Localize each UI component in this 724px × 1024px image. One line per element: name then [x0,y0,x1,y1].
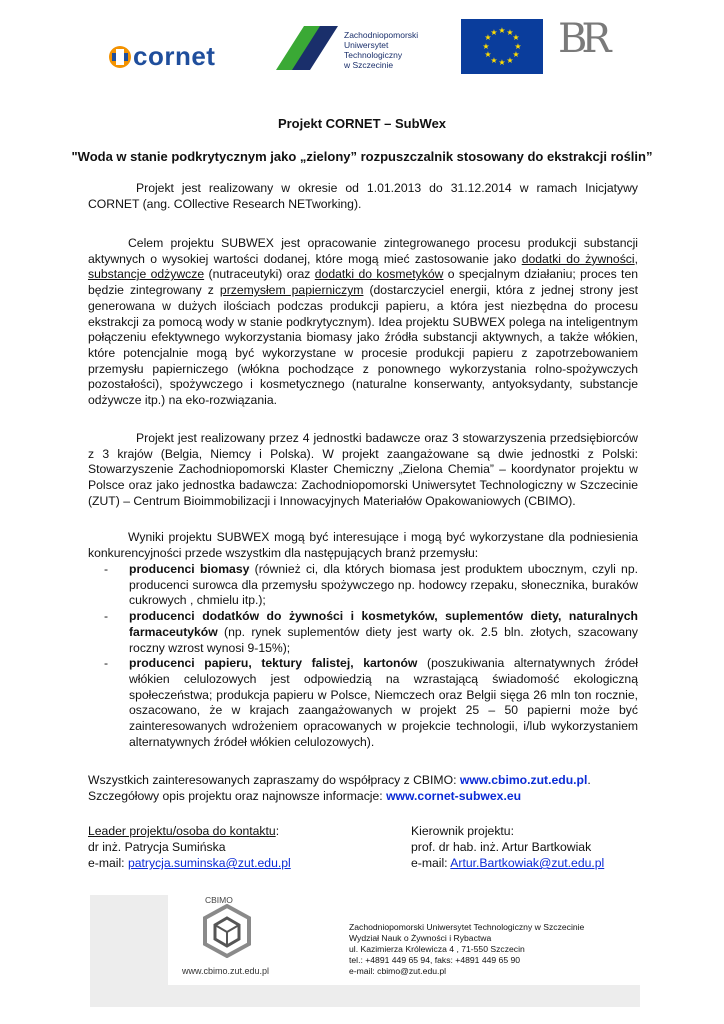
svg-text:★: ★ [484,50,492,59]
svg-text:★: ★ [498,26,506,35]
zut-logo-text: Zachodniopomorski Uniwersytet Technologiczny w Szczecinie [344,30,419,70]
br-logo: BR [558,16,606,62]
manager-contact: Kierownik projektu: prof. dr hab. inż. Artur Bartkowiak e-mail: Artur.Bartkowiak@zut.edu.pl [411,824,605,870]
svg-text:★: ★ [506,28,514,37]
svg-text:★: ★ [514,42,522,51]
zut-logo-mark [276,26,340,70]
page-title: Projekt CORNET – SubWex [277,116,447,131]
subwex-link[interactable]: www.cornet-subwex.eu [386,788,522,803]
manager-email-link[interactable]: Artur.Bartkowiak@zut.edu.pl [450,856,605,870]
leader-contact: Leader projektu/osoba do kontaktu: dr inż. Patrycja Sumińska e-mail: patrycja.suminska@zut.edu.pl [88,824,291,870]
svg-text:★: ★ [490,56,498,65]
industry-list [104,562,638,750]
partners-paragraph: Projekt jest realizowany przez 4 jednostki badawcze oraz 3 stowarzyszenia przedsiębiorców z 3 krajów (Belgia, Niemcy i Polska). W projekt zaangażowane są dwie jednostki z Polski: Stowarzyszenie Zachodniopomorski Klaster Chemiczny „Zielona Chemia” – koordynator projektu w Polsce oraz jako jednostka badawcza: Zachodniopomorski Uniwersytet Technologiczny w Szczecinie (ZUT) – Centrum Bioimmobilizacji i Innowacyjnych Materiałów Opakowaniowych (CBIMO). [88,431,638,508]
eu-stars-icon [461,19,543,74]
svg-text:★: ★ [498,58,506,67]
cbimo-label: CBIMO [205,895,233,905]
results-intro-paragraph: Wyniki projektu SUBWEX mogą być interesujące i mogą być wykorzystane dla podniesienia konkurencyjności przede wszystkim dla następujących branż przemysłu: [88,530,638,560]
leader-email-link[interactable]: patrycja.suminska@zut.edu.pl [127,856,291,870]
svg-text:★: ★ [490,28,498,37]
invite-paragraph: Wszystkich zainteresowanych zapraszamy do współpracy z CBIMO: www.cbimo.zut.edu.pl. Szczegółowy opis projektu oraz najnowsze informacje: www.cornet-subwex.eu [88,773,591,803]
cornet-logo-text: cornet [133,41,216,71]
footer-url: www.cbimo.zut.edu.pl [182,966,270,976]
intro-paragraph: Projekt jest realizowany w okresie od 1.01.2013 do 31.12.2014 w ramach Inicjatywy CORNET (ang. COllective Research NETworking). [88,181,638,211]
svg-text:★: ★ [482,42,490,51]
svg-text:★: ★ [506,56,514,65]
svg-text:★: ★ [484,33,492,42]
svg-text:★: ★ [512,33,520,42]
page-subtitle: "Woda w stanie podkrytycznym jako „zielony” rozpuszczalnik stosowany do ekstrakcji roślin” [71,149,653,164]
eu-flag [461,19,543,74]
cornet-logo [107,40,222,74]
list-item: - producenci biomasy (również ci, dla których biomasa jest produktem ubocznym, czyli np. producenci surowca dla przemysłu spożywczego np. hodowcy rzepaku, słonecznika, buraków cukrowych , chmielu itp.); [104,562,638,608]
zut-logo [276,26,446,72]
cbimo-logo-icon [202,904,252,958]
cbimo-link[interactable]: www.cbimo.zut.edu.pl [459,773,588,787]
svg-text:★: ★ [512,50,520,59]
cornet-logo-mark [107,44,133,70]
footer-address: Zachodniopomorski Uniwersytet Technologiczny w Szczecinie Wydział Nauk o Żywności i Rybactwa ul. Kazimierza Królewicza 4 , 71-550 Szczecin tel.: +4891 449 65 94, faks: +4891 449 65 90 e-mail: cbimo@zut.edu.pl [349,922,585,976]
list-item: - producenci dodatków do żywności i kosmetyków, suplementów diety, naturalnych farmaceutyków (np. rynek suplementów diety jest warty ok. 2.5 bln. złotych, szacowany roczny wzrost wynosi 9-15%); [104,609,638,655]
list-item: - producenci papieru, tektury falistej, kartonów (poszukiwania alternatywnych źródeł włókien celulozowych jest odpowiedzią na wzrastającą świadomość ekologiczną społeczeństwa; produkcja papieru w Polsce, Niemczech oraz Belgii sięga 26 mln ton rocznie, oszacowano, że w krajach zaangażowanych w projekt 25 – 50 papierni może być zainteresowanych wdrożeniem opracowanych w projekcie technologii, i/lub wykorzystaniem alternatywnych źródeł włókien celulozowych). [104,656,638,749]
goal-paragraph: Celem projektu SUBWEX jest opracowanie zintegrowanego procesu produkcji substancji aktywnych o wysokiej wartości dodanej, które mogą mieć zastosowanie jako dodatki do żywności, substancje odżywcze (nutraceutyki) oraz dodatki do kosmetyków o specjalnym działaniu; proces ten będzie zintegrowany z przemysłem papierniczym (dostarczyciel energii, która z jednej strony jest generowana w dużych ilościach podczas produkcji papieru, a która jest niezbędna do procesu ekstrakcji za pomocą wody w stanie podkrytycznym). Idea projektu SUBWEX polega na inteligentnym połączeniu efektywnego wykorzystania biomasy jako źródła substancji aktywnych, a także włókien, które potencjalnie mogą być wykorzystane w procesie produkcji papieru z zapotrzebowaniem przemysłu papierniczego (włókna pochodzące z ponownego wykorzystania rolno-spożywczych pozostałości), spożywczego i kosmetycznego (naturalne konserwanty, antyoksydanty, substancje odżywcze itp.) na eko-rozwiązania. [88,236,638,408]
